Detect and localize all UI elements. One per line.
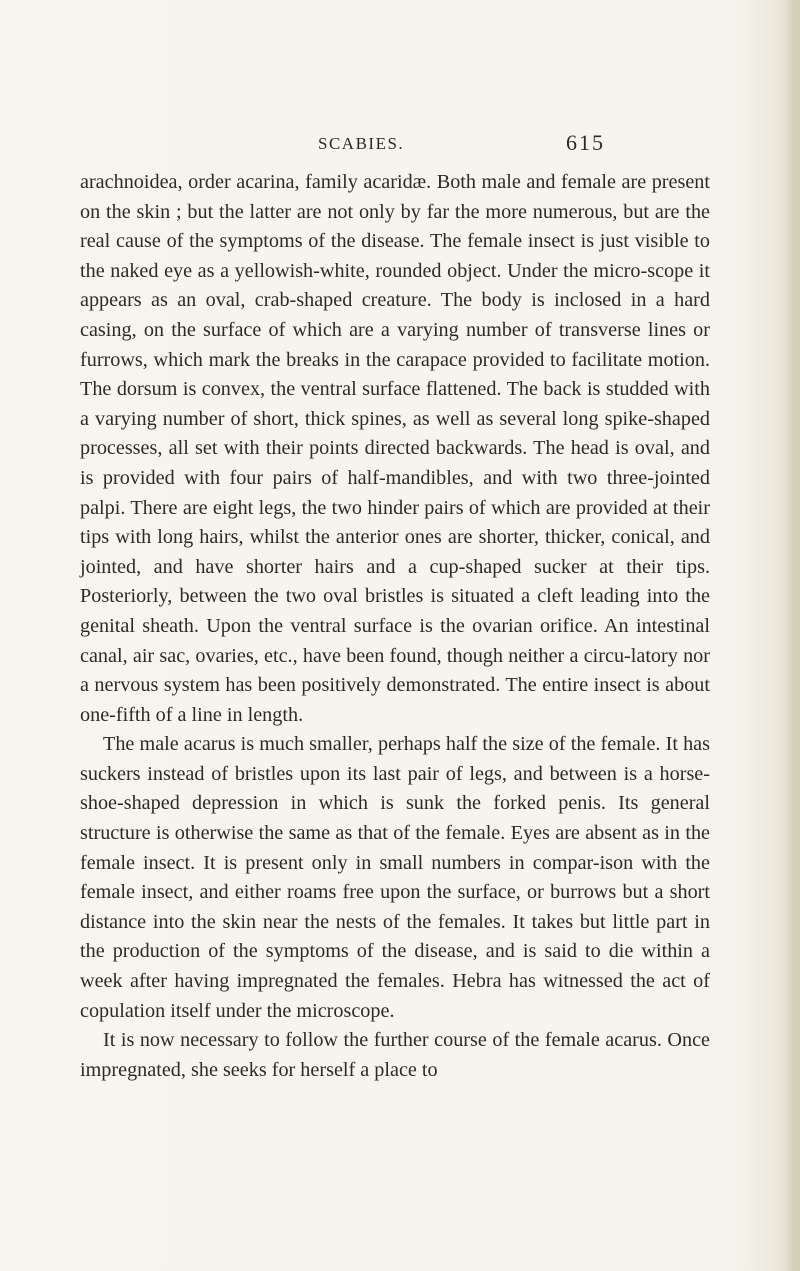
running-head: SCABIES. [318, 134, 405, 153]
page-header [0, 130, 800, 160]
page-edge-shadow [786, 0, 800, 1271]
paragraph-2: The male acarus is much smaller, perhaps half the size of the female. It has suckers instead of bristles upon its last pair of legs, and between is a horse-shoe-shaped depression in which is sunk the forked penis. Its general structure is otherwise the same as that of the female. Eyes are absent as in the female insect. It is present only in small numbers in compar-ison with the female insect, and either roams free upon the surface, or burrows but a short distance into the skin near the nests of the females. It takes but little part in the production of the symptoms of the disease, and is said to die within a week after having impregnated the females. Hebra has witnessed the act of copulation itself under the microscope. [80, 733, 710, 1022]
paragraph-3: It is now necessary to follow the further course of the female acarus. Once impregnated, she seeks for herself a place to [80, 1029, 710, 1081]
page-number: 615 [566, 130, 605, 155]
body-text [80, 168, 710, 1085]
paragraph-1: arachnoidea, order acarina, family acaridæ. Both male and female are present on the skin ; but the latter are not only by far the more numerous, but are the real cause of the symptoms of the disease. The female insect is just visible to the naked eye as a yellowish-white, rounded object. Under the micro-scope it appears as an oval, crab-shaped creature. The body is inclosed in a hard casing, on the surface of which are a varying number of transverse lines or furrows, which mark the breaks in the carapace provided to facilitate motion. The dorsum is convex, the ventral surface flattened. The back is studded with a varying number of short, thick spines, as well as several long spike-shaped processes, all set with their points directed backwards. The head is oval, and is provided with four pairs of half-mandibles, and with two three-jointed palpi. There are eight legs, the two hinder pairs of which are provided at their tips with long hairs, whilst the anterior ones are shorter, thicker, conical, and jointed, and have shorter hairs and a cup-shaped sucker at their tips. Posteriorly, between the two oval bristles is situated a cleft leading into the genital sheath. Upon the ventral surface is the ovarian orifice. An intestinal canal, air sac, ovaries, etc., have been found, though neither a circu-latory nor a nervous system has been positively demonstrated. The entire insect is about one-fifth of a line in length. [80, 171, 710, 726]
